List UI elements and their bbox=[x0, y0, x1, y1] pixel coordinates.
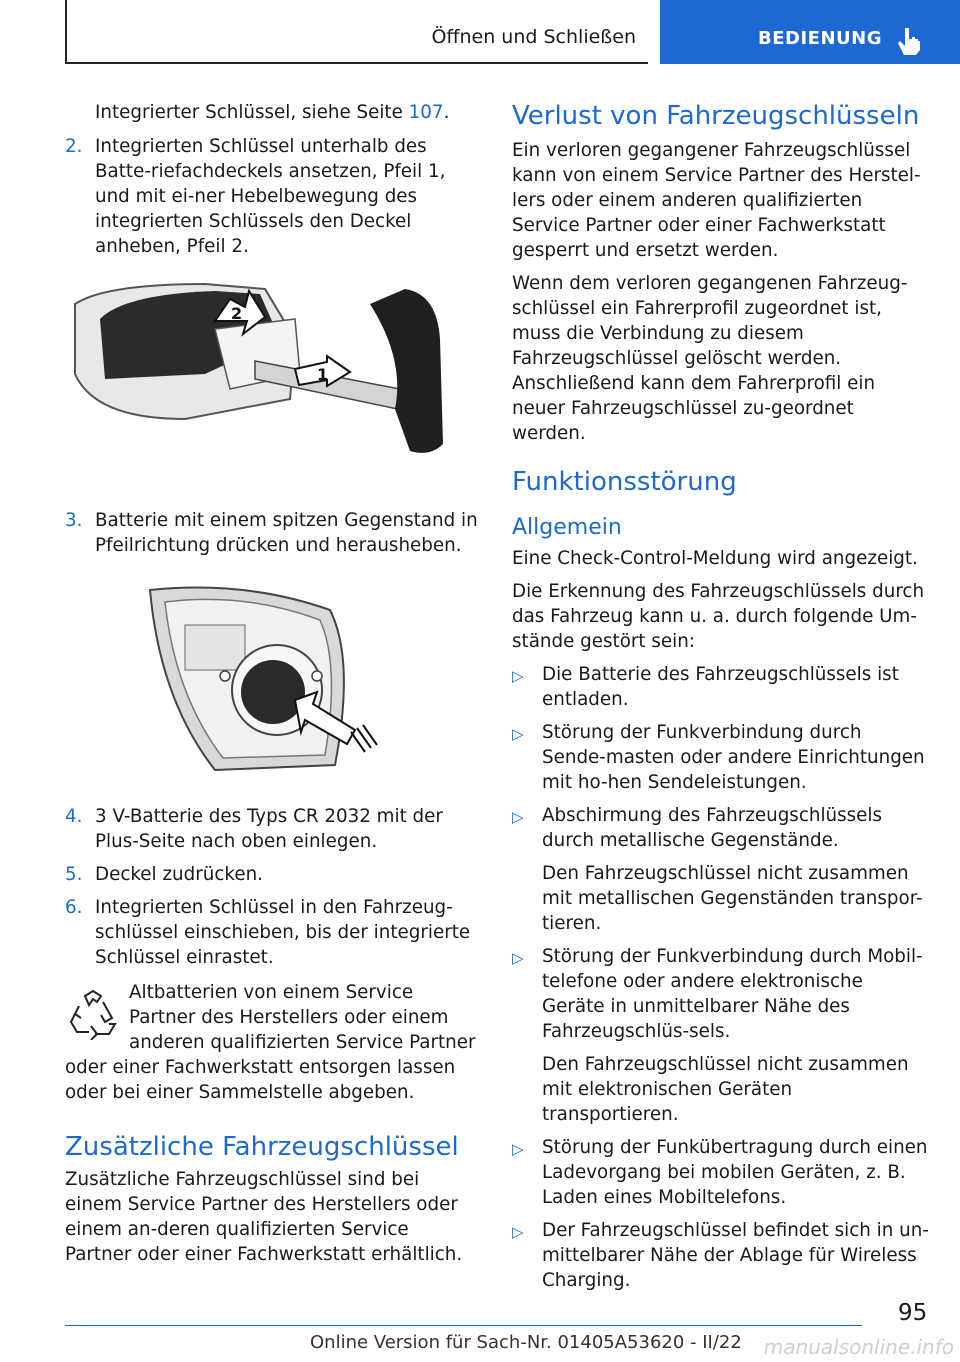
list-item-text: Der Fahrzeugschlüssel befindet sich in un-mittelbarer Nähe der Ablage für Wireless Charging. bbox=[542, 1220, 929, 1291]
screw-1 bbox=[220, 671, 230, 681]
battery-compartment-figure bbox=[65, 580, 480, 780]
list-item-note: Den Fahrzeugschlüssel nicht zusammen mit metallischen Gegenständen transpor-tieren. bbox=[542, 863, 923, 934]
step-5 bbox=[65, 862, 480, 887]
bullet-arrow-icon: ▷ bbox=[512, 1140, 524, 1158]
general-paragraph-1: Eine Check-Control-Meldung wird angezeigt. bbox=[512, 548, 918, 569]
page-number: 95 bbox=[898, 1300, 928, 1326]
list-item bbox=[512, 1218, 930, 1293]
list-item-text: Abschirmung des Fahrzeugschlüssels durch metallische Gegenstände. bbox=[542, 805, 883, 851]
recycle-note-text: Altbatterien von einem Service Partner des Herstellers oder einem anderen qualifizierten Service Partner oder einer Fachwerkstatt entsorgen lassen oder bei einer Sammelstelle abgeben. bbox=[65, 982, 476, 1103]
step-number: 2. bbox=[65, 136, 83, 157]
recycle-note bbox=[65, 980, 480, 1105]
causes-list bbox=[512, 662, 930, 1293]
extra-keys-text: Zusätzliche Fahrzeugschlüssel sind bei einem Service Partner des Herstellers oder einem an-deren qualifizierten Service Partner oder einer Fachwerkstatt erhältlich. bbox=[65, 1169, 463, 1265]
integrated-key-handle bbox=[370, 289, 443, 453]
list-item bbox=[512, 1135, 930, 1210]
arrow-1-label: 1 bbox=[317, 365, 329, 384]
header-chapter-label: BEDIENUNG bbox=[758, 28, 882, 49]
circuit-board bbox=[185, 625, 245, 670]
footer-rule bbox=[65, 1325, 862, 1326]
list-item bbox=[512, 944, 930, 1127]
step-2 bbox=[65, 134, 480, 259]
list-item bbox=[512, 662, 930, 712]
step-text: Integrierten Schlüssel unterhalb des Batte-riefachdeckels ansetzen, Pfeil 1, und mit ei-ner Hebelbewegung des integrierten Schlüssels den Deckel anheben, Pfeil 2. bbox=[95, 136, 446, 257]
step-text: 3 V-Batterie des Typs CR 2032 mit der Plus-Seite nach oben einlegen. bbox=[95, 806, 443, 852]
screw-2 bbox=[312, 671, 322, 681]
step-number: 5. bbox=[65, 864, 83, 885]
step-text: Deckel zudrücken. bbox=[95, 864, 263, 885]
header-section-title: Öffnen und Schließen bbox=[431, 26, 636, 48]
list-item-text: Störung der Funkübertragung durch einen Ladevorgang bei mobilen Geräten, z. B. Laden eines Mobiltelefons. bbox=[542, 1137, 928, 1208]
step-4 bbox=[65, 804, 480, 854]
arrow-2-label: 2 bbox=[231, 304, 243, 323]
header-left-box bbox=[65, 0, 648, 64]
list-item bbox=[512, 803, 930, 936]
step-text: Integrierten Schlüssel in den Fahrzeug-schlüssel einschieben, bis der integrierte Schlüssel einrastet. bbox=[95, 897, 471, 968]
online-version-note: Online Version für Sach-Nr. 01405A53620 - II/22 bbox=[310, 1332, 742, 1353]
loss-paragraph-2: Wenn dem verloren gegangenen Fahrzeug-schlüssel ein Fahrerprofil zugeordnet ist, muss die Verbindung zu diesem Fahrzeugschlüssel gelöscht werden. Anschließend kann dem Fahrerprofil ein neuer Fahrzeugschlüssel zu-geordnet werden. bbox=[512, 273, 908, 444]
hand-pointer-icon bbox=[896, 26, 922, 56]
page-link-107[interactable]: 107 bbox=[408, 102, 444, 123]
list-item-text: Störung der Funkverbindung durch Sende-masten oder andere Einrichtungen mit ho-hen Sendeleistungen. bbox=[542, 722, 925, 793]
bullet-arrow-icon: ▷ bbox=[512, 725, 524, 743]
header-chapter-tab bbox=[660, 0, 960, 64]
list-item-note: Den Fahrzeugschlüssel nicht zusammen mit elektronischen Geräten transportieren. bbox=[542, 1054, 909, 1125]
watermark: manualsonline.info bbox=[763, 1335, 954, 1359]
general-paragraph-2: Die Erkennung des Fahrzeugschlüssels durch das Fahrzeug kann u. a. durch folgende Um-stände gestört sein: bbox=[512, 581, 925, 652]
loss-paragraph-1: Ein verloren gegangener Fahrzeugschlüssel kann von einem Service Partner des Herstel-lers oder einem anderen qualifizierten Service Partner oder einer Fachwerkstatt gesperrt und ersetzt werden. bbox=[512, 140, 921, 261]
coin-battery bbox=[241, 660, 305, 724]
step-6 bbox=[65, 895, 480, 970]
bullet-arrow-icon: ▷ bbox=[512, 808, 524, 826]
loss-heading: Verlust von Fahrzeugschlüsseln bbox=[512, 101, 920, 131]
bullet-arrow-icon: ▷ bbox=[512, 1223, 524, 1241]
step-number: 6. bbox=[65, 897, 83, 918]
intro-paragraph bbox=[65, 100, 480, 125]
right-column bbox=[512, 100, 930, 1293]
intro-text: Integrierter Schlüssel, siehe Seite bbox=[95, 102, 409, 123]
list-item-text: Die Batterie des Fahrzeugschlüssels ist entladen. bbox=[542, 664, 899, 710]
step-text: Batterie mit einem spitzen Gegenstand in Pfeilrichtung drücken und herausheben. bbox=[95, 510, 478, 556]
intro-end: . bbox=[443, 102, 450, 123]
general-heading: Allgemein bbox=[512, 515, 622, 540]
recycle-icon bbox=[65, 988, 121, 1040]
step-number: 4. bbox=[65, 806, 83, 827]
extra-keys-heading: Zusätzliche Fahrzeugschlüssel bbox=[65, 1132, 459, 1162]
list-item bbox=[512, 720, 930, 795]
left-column bbox=[65, 100, 480, 1267]
key-blade-figure bbox=[65, 279, 480, 484]
bullet-arrow-icon: ▷ bbox=[512, 949, 524, 967]
step-number: 3. bbox=[65, 510, 83, 531]
bullet-arrow-icon: ▷ bbox=[512, 667, 524, 685]
list-item-text: Störung der Funkverbindung durch Mobil-telefone oder andere elektronische Geräte in unmittelbarer Nähe des Fahrzeugschlüs-sels. bbox=[542, 946, 923, 1042]
step-3 bbox=[65, 508, 480, 558]
malfunction-heading: Funktionsstörung bbox=[512, 467, 737, 497]
